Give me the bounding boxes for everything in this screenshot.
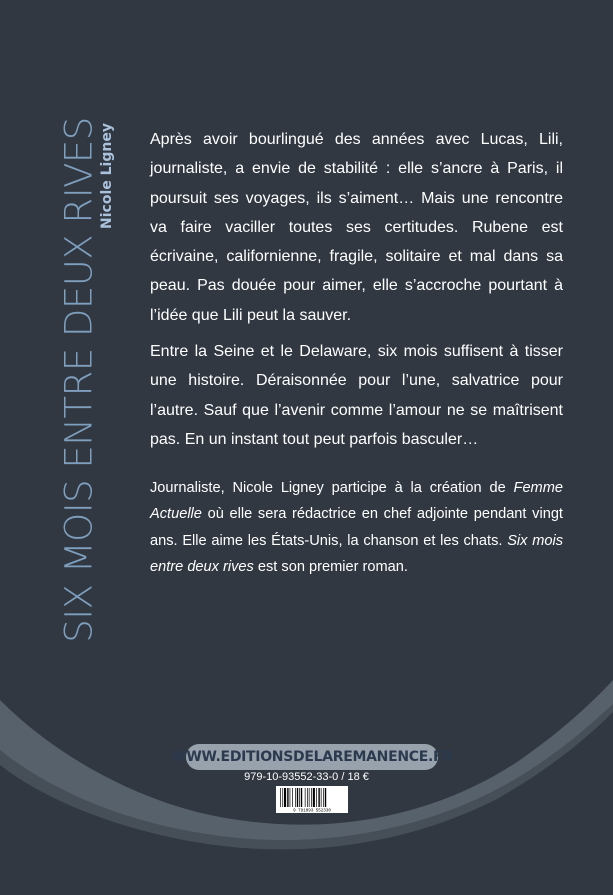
publisher-url[interactable]: WWW.EDITIONSDELAREMANENCE.FR <box>186 744 438 770</box>
barcode <box>276 786 348 813</box>
isbn-price: 979-10-93552-33-0 / 18 € <box>244 771 369 783</box>
author-bio <box>150 475 563 580</box>
blurb-paragraph-2: Entre la Seine et le Delaware, six mois suffisent à tisser une histoire. Déraisonnée pour l’une, salvatrice pour l’autre. Sauf que l’avenir comme l’amour ne se maîtrisent pas. En un instant tout peut parfois basculer… <box>150 343 563 448</box>
blurb <box>150 125 563 461</box>
bio-text-2: où elle sera rédactrice en chef adjointe pendant vingt ans. Elle aime les États-Unis, la chanson et les chats. <box>150 506 563 549</box>
bio-book-title: Six mois entre deux rives <box>150 532 564 575</box>
blurb-paragraph-1: Après avoir bourlingué des années avec Lucas, Lili, journaliste, a envie de stabilité : elle s’ancre à Paris, il poursuit ses voyages, ils s’aiment… Mais une rencontre va faire vaciller toutes ses certitudes. Rubene est écrivaine, californienne, fragile, solitaire et mal dans sa peau. Pas douée pour aimer, elle s’accroche pourtant à l’idée que Lili peut la sauver. <box>150 131 563 324</box>
bio-text-1: Journaliste, Nicole Ligney participe à la création de <box>150 480 514 496</box>
spine-title: SIX MOIS ENTRE DEUX RIVES <box>57 117 101 643</box>
barcode-digits: 9 791093 552330 <box>293 809 331 813</box>
bio-magazine-title: Femme Actuelle <box>150 480 563 523</box>
spine-author: Nicole Ligney <box>99 123 115 229</box>
bio-text-3: est son premier roman. <box>253 558 408 575</box>
